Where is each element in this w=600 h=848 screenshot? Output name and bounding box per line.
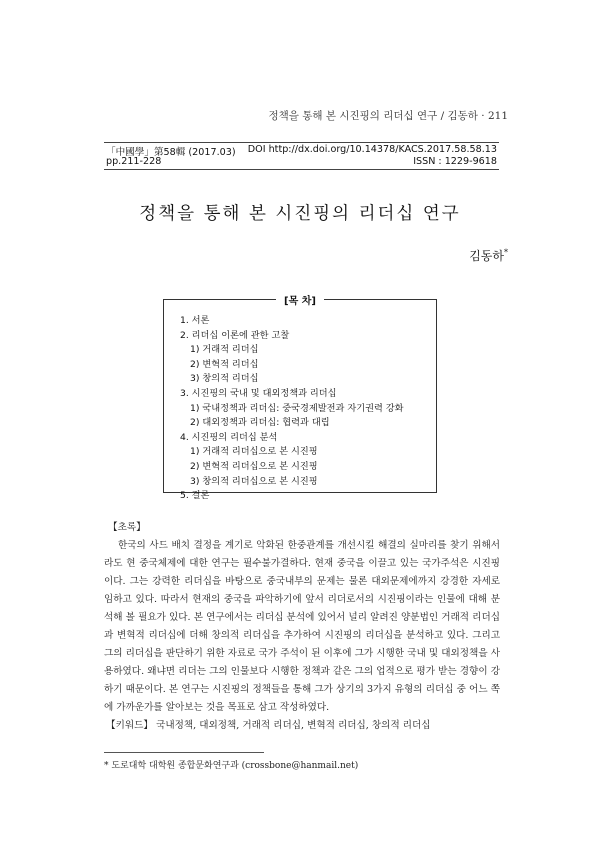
footnote-divider (104, 752, 264, 753)
toc-heading: [목 차] (276, 296, 324, 307)
toc-item: 4. 시진핑의 리더십 분석 (180, 431, 278, 443)
toc-item: 2) 변혁적 리더십으로 본 시진핑 (190, 460, 318, 472)
toc-item: 3) 창의적 리더십으로 본 시진핑 (190, 475, 318, 487)
toc-item: 1) 국내정책과 리더십: 중국경제발전과 자기권력 강화 (190, 402, 404, 414)
toc-item: 5. 결론 (180, 490, 210, 502)
paper-title: 정책을 통해 본 시진핑의 리더십 연구 (139, 204, 461, 224)
author-name: 김동하 (469, 249, 504, 263)
toc-item: 2) 대외정책과 리더십: 협력과 대립 (190, 417, 330, 429)
abstract-label: 【초록】 (108, 522, 146, 533)
doi-link[interactable]: DOI http://dx.doi.org/10.14378/KACS.2017.58.58.13 (247, 144, 497, 155)
page-range: pp.211-228 (106, 156, 162, 167)
toc-item: 2. 리더십 이론에 관한 고찰 (180, 329, 290, 341)
author (469, 247, 508, 264)
publication-meta (104, 142, 499, 170)
toc-item: 1. 서론 (180, 315, 210, 326)
issn: ISSN : 1229-9618 (413, 156, 497, 167)
abstract (104, 519, 500, 735)
toc-item: 1) 거래적 리더십 (190, 344, 259, 356)
keywords-list: 국내정책, 대외정책, 거래적 리더십, 변혁적 리더십, 창의적 리더십 (156, 720, 431, 731)
toc-item: 1) 거래적 리더십으로 본 시진핑 (190, 446, 318, 458)
journal-citation: 「中國學」第58輯 (2017.03) (106, 147, 236, 158)
keywords (104, 717, 500, 735)
author-footnote: * 도로대학 대학원 종합문화연구과 (crossbone@hanmail.net) (104, 761, 359, 771)
toc-item: 3) 창의적 리더십 (190, 373, 259, 385)
table-of-contents (163, 296, 437, 502)
toc-item: 2) 변혁적 리더십 (190, 358, 259, 370)
author-footnote-mark: * (504, 248, 508, 257)
toc-item: 3. 시진핑의 국내 및 대외정책과 리더십 (180, 387, 337, 399)
abstract-body: 한국의 사드 배치 결정을 계기로 악화된 한중관계를 개선시킬 해결의 실마리를 찾기 위해서라도 현 중국체제에 대한 연구는 필수불가결하다. 현재 중국을 이끌고 있는 국가주석은 시진핑이다. 그는 강력한 리더십을 바탕으로 중국내부의 문제는 물론 대외문제에까지 강경한 자세로 임하고 있다. 따라서 현재의 중국을 파악하기에 앞서 리더로서의 시진핑이라는 인물에 대해 분석해 볼 필요가 있다. 본 연구에서는 리더십 분석에 있어서 널리 알려진 양분법인 거래적 리더십과 변혁적 리더십에 더해 창의적 리더십을 추가하여 시진핑의 리더십을 분석하고 있다. 그리고 그의 리더십을 판단하기 위한 자료로 국가 주석이 된 이후에 그가 시행한 국내 및 대외정책을 사용하였다. 왜냐면 리더는 그의 인물보다 시행한 정책과 같은 그의 업적으로 평가 받는 경향이 강하기 때문이다. 본 연구는 시진핑의 정책들을 통해 그가 상기의 3가지 유형의 리더십 중 어느 쪽에 가까운가를 알아보는 것을 목표로 삼고 작성하였다. (104, 540, 500, 713)
running-header: 정책을 통해 본 시진핑의 리더십 연구 / 김동하 · 211 (268, 110, 508, 122)
keywords-label: 【키워드】 (106, 720, 153, 731)
toc-list (180, 314, 428, 504)
